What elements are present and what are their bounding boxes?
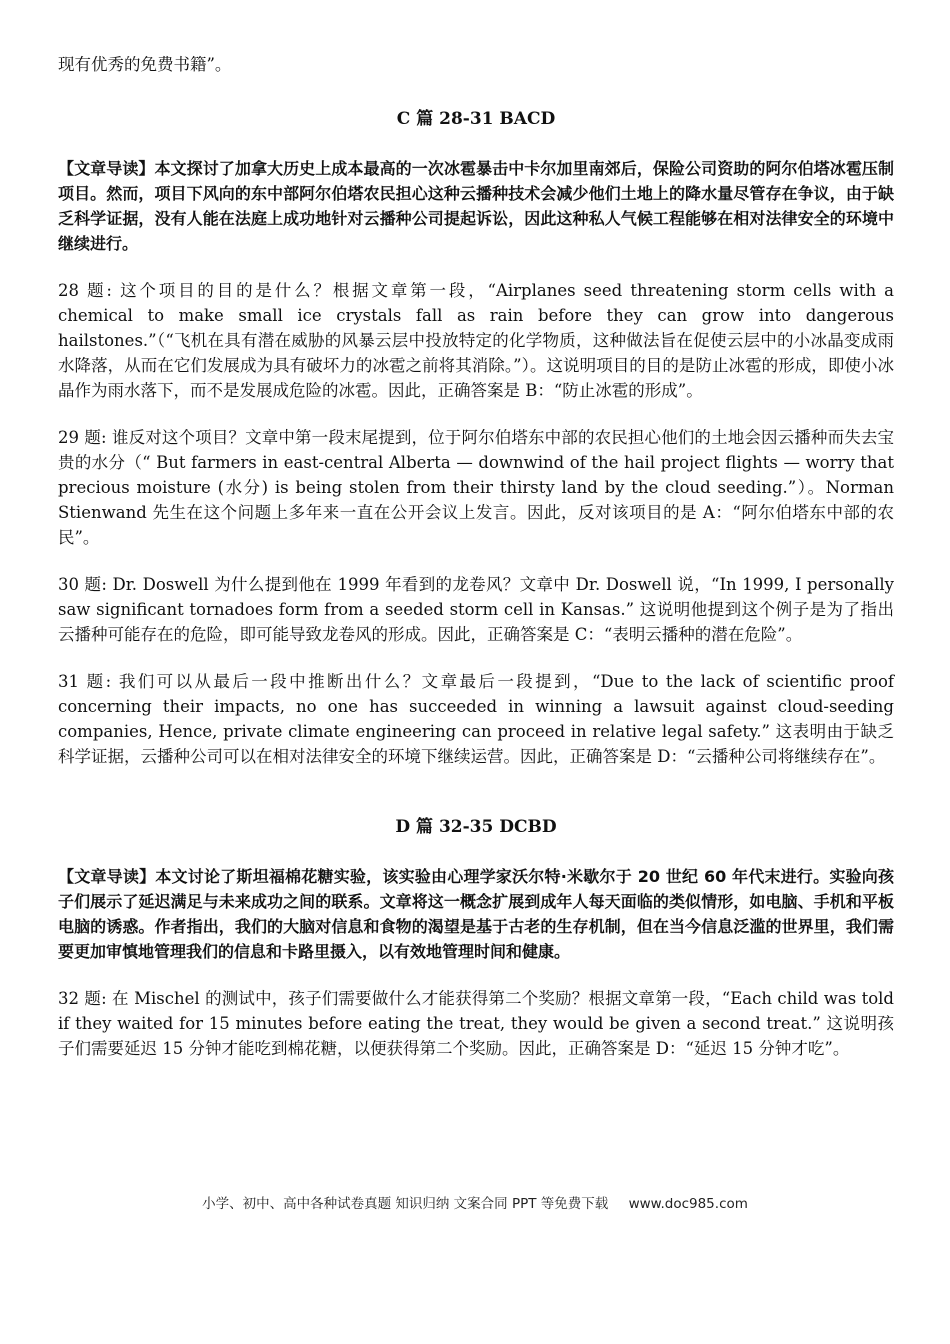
footer-site-link[interactable]: www.doc985.com bbox=[628, 1196, 748, 1212]
page-footer bbox=[0, 1192, 950, 1212]
section-d bbox=[58, 815, 894, 1061]
answer-29: 29 题: 谁反对这个项目？文章中第一段末尾提到，位于阿尔伯塔东中部的农民担心他们的土地会因云播种而失去宝贵的水分（“ But farmers in east-central Alberta — downwind of the hail project flights — worry that precious moisture (水分) is being stolen from their thirsty land by the cloud seeding.”）。Norman Stienwand 先生在这个问题上多年来一直在公开会议上发言。因此，反对该项目的是 A：“阿尔伯塔东中部的农民”。 bbox=[58, 428, 894, 547]
section-d-heading: D 篇 32-35 DCBD bbox=[395, 817, 557, 837]
section-c bbox=[58, 107, 894, 769]
answer-32: 32 题: 在 Mischel 的测试中，孩子们需要做什么才能获得第二个奖励？根据文章第一段，“Each child was told if they waited for 15 minutes before eating the treat, they would be given a second treat.” 这说明孩子们需要延迟 15 分钟才能吃到棉花糖，以便获得第二个奖励。因此，正确答案是 D：“延迟 15 分钟才吃”。 bbox=[58, 989, 894, 1058]
section-c-lead: 【文章导读】本文探讨了加拿大历史上成本最高的一次冰雹暴击中卡尔加里南郊后，保险公司资助的阿尔伯塔冰雹压制项目。然而，项目下风向的东中部阿尔伯塔农民担心这种云播种技术会减少他们土地上的降水量尽管存在争议，由于缺乏科学证据，没有人能在法庭上成功地针对云播种公司提起诉讼，因此这种私人气候工程能够在相对法律安全的环境中继续进行。 bbox=[58, 159, 894, 253]
footer-text: 小学、初中、高中各种试卷真题 知识归纳 文案合同 PPT 等免费下载 bbox=[202, 1196, 609, 1212]
section-d-lead: 【文章导读】本文讨论了斯坦福棉花糖实验，该实验由心理学家沃尔特·米歇尔于 20 世纪 60 年代末进行。实验向孩子们展示了延迟满足与未来成功之间的联系。文章将这一概念扩展到成年人每天面临的类似情形，如电脑、手机和平板电脑的诱惑。作者指出，我们的大脑对信息和食物的渴望是基于古老的生存机制，但在当今信息泛滥的世界里，我们需要更加审慎地管理我们的信息和卡路里摄入，以有效地管理时间和健康。 bbox=[58, 867, 894, 961]
answer-28: 28 题: 这个项目的目的是什么？根据文章第一段，“Airplanes seed threatening storm cells with a chemical to make small ice crystals fall as rain before they can grow into dangerous hailstones.”（“飞机在具有潜在威胁的风暴云层中投放特定的化学物质，这种做法旨在促使云层中的小冰晶变成雨水降落，从而在它们发展成为具有破坏力的冰雹之前将其消除。”）。这说明项目的目的是防止冰雹的形成，即使小冰晶作为雨水落下，而不是发展成危险的冰雹。因此，正确答案是 B：“防止冰雹的形成”。 bbox=[58, 281, 894, 400]
intro-line: 现有优秀的免费书籍”。 bbox=[58, 55, 232, 74]
answer-30: 30 题: Dr. Doswell 为什么提到他在 1999 年看到的龙卷风？文章中 Dr. Doswell 说，“In 1999, I personally saw significant tornadoes form from a seeded storm cell in Kansas.” 这说明他提到这个例子是为了指出云播种可能存在的危险，即可能导致龙卷风的形成。因此，正确答案是 C：“表明云播种的潜在危险”。 bbox=[58, 575, 894, 644]
section-c-heading: C 篇 28-31 BACD bbox=[396, 109, 556, 129]
answer-31: 31 题: 我们可以从最后一段中推断出什么？文章最后一段提到，“Due to the lack of scientific proof concerning their impacts, no one has succeeded in winning a lawsuit against cloud-seeding companies, Hence, private climate engineering can proceed in relative legal safety.” 这表明由于缺乏科学证据，云播种公司可以在相对法律安全的环境下继续运营。因此，正确答案是 D：“云播种公司将继续存在”。 bbox=[58, 672, 894, 766]
document-page bbox=[58, 52, 894, 1083]
